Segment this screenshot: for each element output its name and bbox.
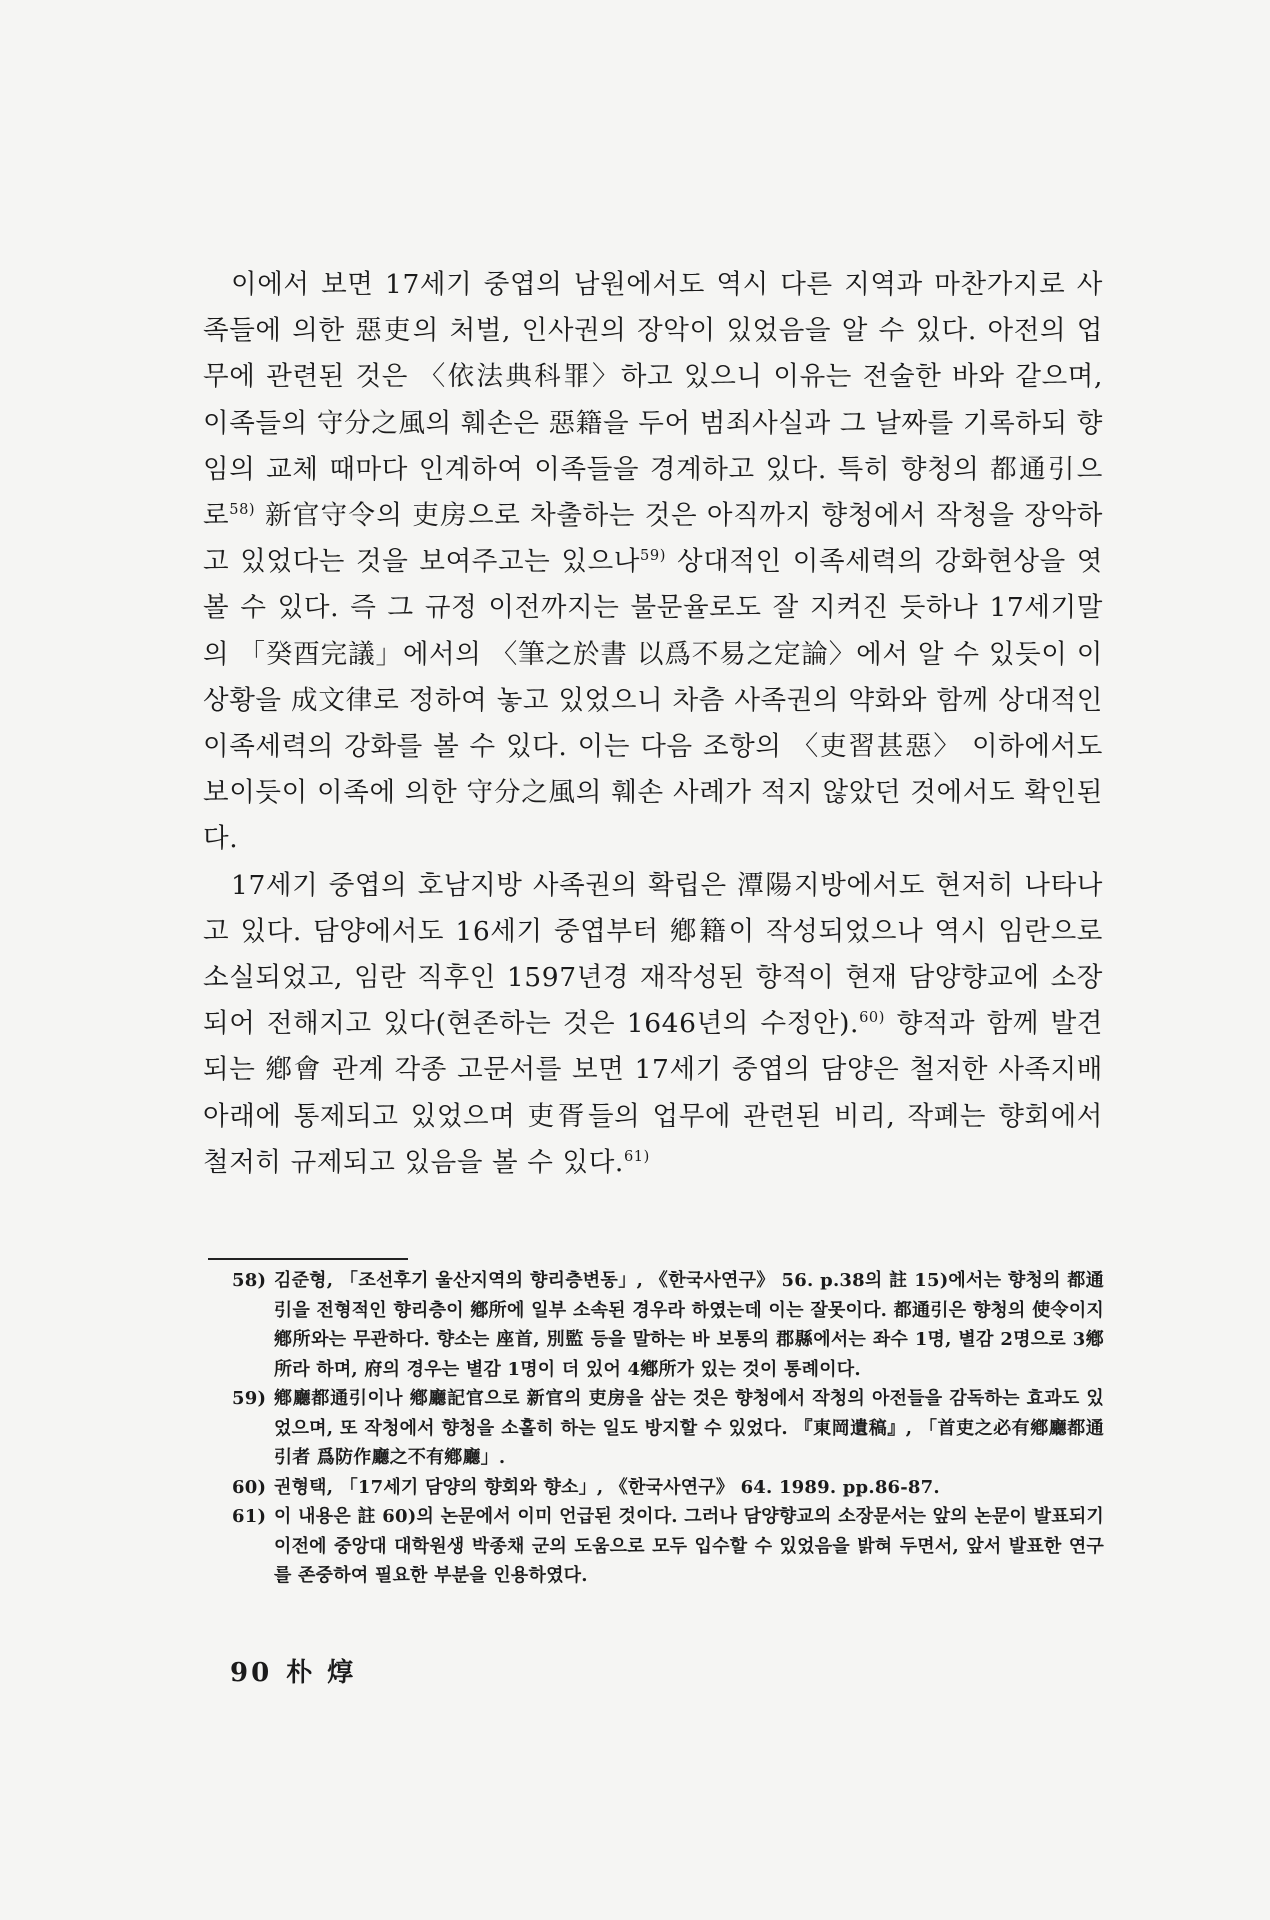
footnote-59 bbox=[232, 1384, 1104, 1473]
footnote-58 bbox=[232, 1266, 1104, 1384]
body-text bbox=[203, 262, 1103, 1186]
footnote-text: 권형택, 「17세기 담양의 향회와 향소」, 《한국사연구》 64. 1989. pp.86-87. bbox=[274, 1476, 940, 1498]
paragraph-2-text-a: 17세기 중엽의 호남지방 사족권의 확립은 潭陽지방에서도 현저히 나타나고 있다. 담양에서도 16세기 중엽부터 鄕籍이 작성되었으나 역시 임란으로 소실되었고, 임란 직후인 1597년경 재작성된 향적이 현재 담양향교에 소장되어 전해지고 있다(현존하는 것은 1646년의 수정안). bbox=[203, 869, 1103, 1040]
paragraph-1-text-a: 이에서 보면 17세기 중엽의 남원에서도 역시 다른 지역과 마찬가지로 사족들에 의한 惡吏의 처벌, 인사권의 장악이 있었음을 알 수 있다. 아전의 업무에 관련된 것은 〈依法典科罪〉하고 있으니 이유는 전술한 바와 같으며, 이족들의 守分之風의 훼손은 惡籍을 두어 범죄사실과 그 날짜를 기록하되 향임의 교체 때마다 인계하여 이족들을 경계하고 있다. 특히 향청의 都通引으로 bbox=[203, 269, 1103, 532]
footnotes bbox=[232, 1266, 1104, 1591]
running-author: 朴 焞 bbox=[286, 1658, 357, 1688]
footnote-60 bbox=[232, 1473, 1104, 1503]
footnote-61 bbox=[232, 1502, 1104, 1591]
footnote-text: 이 내용은 註 60)의 논문에서 이미 언급된 것이다. 그러나 담양향교의 소장문서는 앞의 논문이 발표되기 이전에 중앙대 대학원생 박종채 군의 도움으로 모두 입수할 수 있었음을 밝혀 두면서, 앞서 발표한 연구를 존중하여 필요한 부분을 인용하였다. bbox=[274, 1506, 1104, 1586]
footnote-number: 61) bbox=[232, 1506, 267, 1527]
footnote-text: 김준형, 「조선후기 울산지역의 향리층변동」, 《한국사연구》 56. p.38의 註 15)에서는 향청의 都通引을 전형적인 향리층이 鄕所에 일부 소속된 경우라 하였는데 이는 잘못이다. 都通引은 향청의 使令이지 鄕所와는 무관하다. 향소는 座首, 別監 등을 말하는 바 보통의 郡縣에서는 좌수 1명, 별감 2명으로 3鄕所라 하며, 府의 경우는 별감 1명이 더 있어 4鄕所가 있는 것이 통례이다. bbox=[274, 1270, 1104, 1380]
footnote-number: 60) bbox=[232, 1476, 267, 1498]
page-number: 90 bbox=[230, 1658, 273, 1688]
paragraph-1-text-b: 新官守令의 吏房으로 차출하는 것은 아직까지 향청에서 작청을 장악하고 있었다는 것을 보여주고는 있으나 bbox=[203, 500, 1103, 578]
footnote-ref-61: 61) bbox=[623, 1148, 650, 1166]
paragraph-1 bbox=[203, 262, 1103, 863]
paragraph-1-text-c: 상대적인 이족세력의 강화현상을 엿볼 수 있다. 즉 그 규정 이전까지는 불문율로도 잘 지켜진 듯하나 17세기말의 「癸酉完議」에서의 〈筆之於書 以爲不易之定論〉에서 알 수 있듯이 이 상황을 成文律로 정하여 놓고 있었으니 차츰 사족권의 약화와 함께 상대적인 이족세력의 강화를 볼 수 있다. 이는 다음 조항의 〈吏習甚惡〉 이하에서도 보이듯이 이족에 의한 守分之風의 훼손 사례가 적지 않았던 것에서도 확인된다. bbox=[203, 546, 1104, 855]
paragraph-2 bbox=[203, 863, 1103, 1186]
page-footer bbox=[230, 1652, 370, 1689]
footnote-number: 58) bbox=[232, 1270, 267, 1291]
footnote-ref-58: 58) bbox=[229, 501, 256, 519]
footnote-divider bbox=[208, 1258, 408, 1260]
footnote-ref-59: 59) bbox=[639, 547, 666, 565]
footnote-ref-60: 60) bbox=[859, 1009, 886, 1027]
footnote-text: 鄕廳都通引이나 鄕廳記官으로 新官의 吏房을 삼는 것은 향청에서 작청의 아전들을 감독하는 효과도 있었으며, 또 작청에서 향청을 소홀히 하는 일도 방지할 수 있었다. 『東岡遺稿』, 「首吏之必有鄕廳都通引者 爲防作廳之不有鄕廳」. bbox=[274, 1388, 1104, 1468]
footnote-number: 59) bbox=[232, 1388, 267, 1409]
paragraph-2-text-b: 향적과 함께 발견되는 鄕會 관계 각종 고문서를 보면 17세기 중엽의 담양은 철저한 사족지배 아래에 통제되고 있었으며 吏胥들의 업무에 관련된 비리, 작폐는 향회에서 철저히 규제되고 있음을 볼 수 있다. bbox=[203, 1008, 1103, 1178]
